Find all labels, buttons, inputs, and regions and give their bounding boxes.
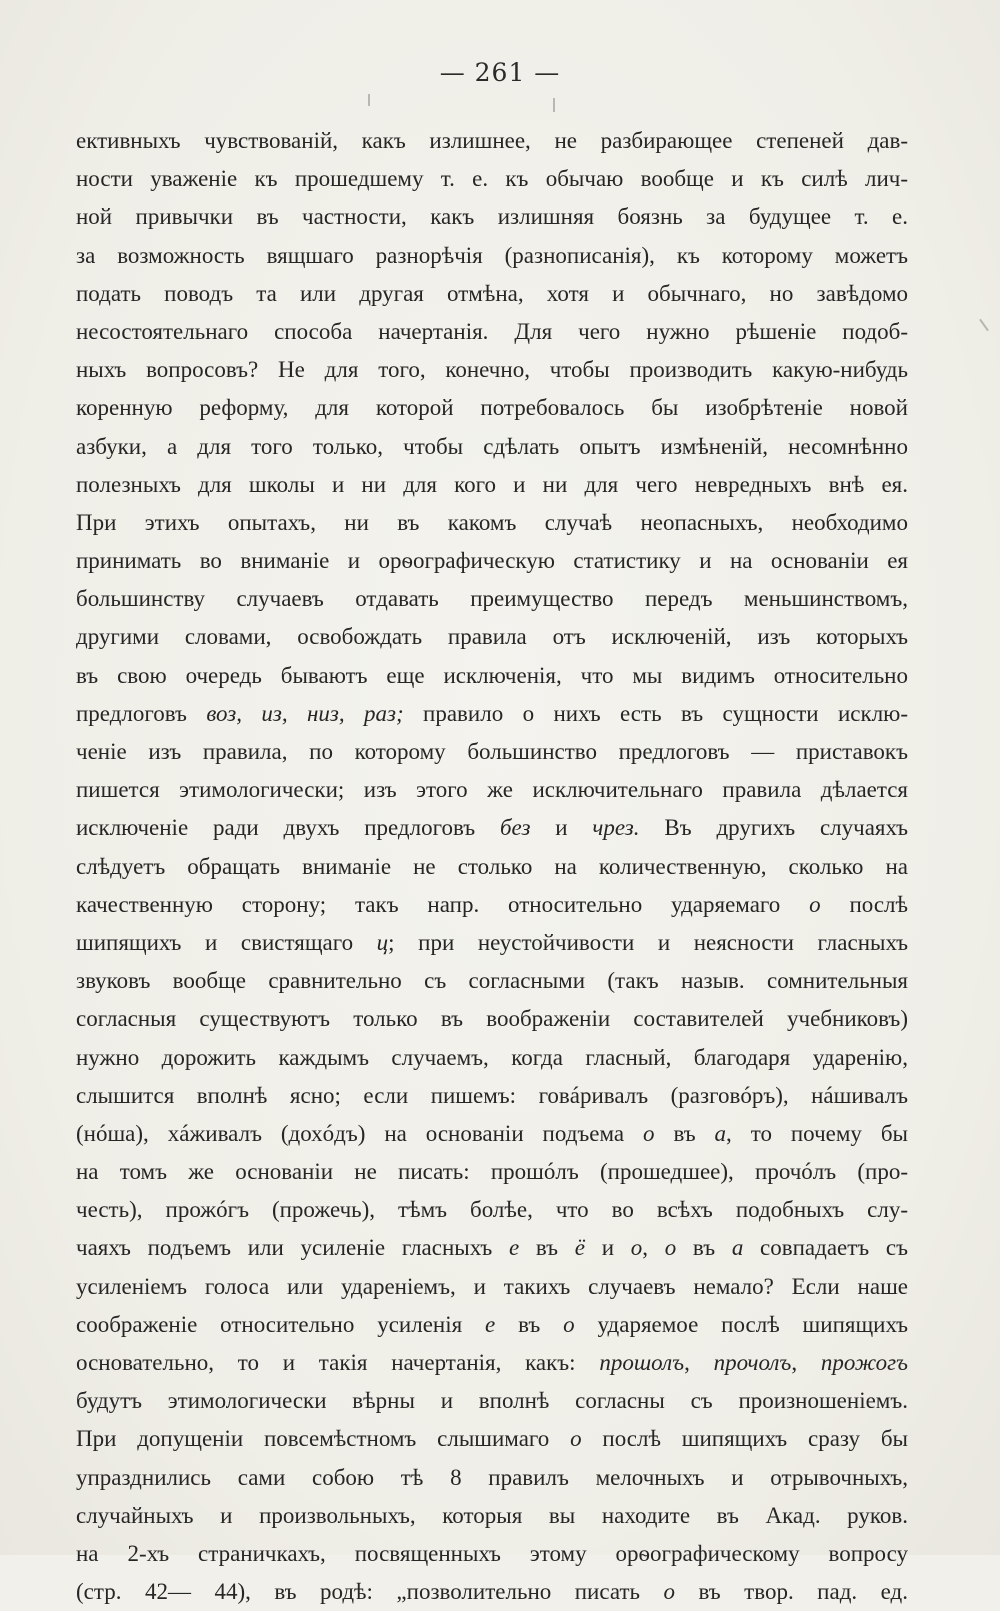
- text-line: исключенiе ради двухъ предлоговъ без и чрез. Въ другихъ случаяхъ: [76, 815, 908, 841]
- text-line: (стр. 42— 44), въ родѣ: „позволительно писать о въ твор. пад. ед.: [76, 1579, 908, 1605]
- text-line: нужно дорожить каждымъ случаемъ, когда гласный, благодаря ударенiю,: [76, 1044, 908, 1070]
- text-line: При этихъ опытахъ, ни въ какомъ случаѣ неопасныхъ, необходимо: [76, 509, 908, 535]
- text-line: ныхъ вопросовъ? Не для того, конечно, чтобы производить какую-нибудь: [76, 357, 908, 383]
- text-line: азбуки, а для того только, чтобы сдѣлать опытъ измѣненiй, несомнѣнно: [76, 433, 908, 459]
- text-line: чаяхъ подъемъ или усиленiе гласныхъ е въ ё и о, о въ а совпадаетъ съ: [76, 1235, 908, 1261]
- text-line: согласныя существуютъ только въ воображенiи составителей учебниковъ): [76, 1006, 908, 1032]
- text-line: полезныхъ для школы и ни для кого и ни для чего невредныхъ внѣ ея.: [76, 471, 908, 497]
- page-number: — 261 —: [439, 58, 561, 87]
- text-line: на 2-хъ страничкахъ, посвященныхъ этому орѳографическому вопросу: [76, 1540, 908, 1566]
- text-line: шипящихъ и свистящаго ц; при неустойчивости и неясности гласныхъ: [76, 929, 908, 955]
- scan-artifact: [553, 98, 555, 112]
- text-line: въ свою очередь бываютъ еще исключенiя, что мы видимъ относительно: [76, 662, 908, 688]
- scan-artifact: [979, 319, 989, 332]
- text-line: несостоятельнаго способа начертанiя. Для чего нужно рѣшенiе подоб-: [76, 318, 908, 344]
- text-line: упразднились сами собою тѣ 8 правилъ мелочныхъ и отрывочныхъ,: [76, 1464, 908, 1490]
- text-line: слѣдуетъ обращать вниманiе не столько на количественную, сколько на: [76, 853, 908, 879]
- text-line: другими словами, освобождать правила отъ исключенiй, изъ которыхъ: [76, 624, 908, 650]
- text-line: честь), прожóгъ (прожечь), тѣмъ болѣе, что во всѣхъ подобныхъ слу-: [76, 1197, 908, 1223]
- text-line: звуковъ вообще сравнительно съ согласными (такъ назыв. сомнительныя: [76, 968, 908, 994]
- text-line: предлоговъ воз, из, низ, раз; правило о нихъ есть въ сущности исклю-: [76, 700, 908, 726]
- text-line: коренную реформу, для которой потребовалось бы изобрѣтенiе новой: [76, 395, 908, 421]
- text-line: слышится вполнѣ ясно; если пишемъ: говáривалъ (разговóръ), нáшивалъ: [76, 1082, 908, 1108]
- text-line: соображенiе относительно усиленiя е въ о ударяемое послѣ шипящихъ: [76, 1311, 908, 1337]
- scan-artifact: [368, 94, 370, 106]
- text-line: При допущенiи повсемѣстномъ слышимаго о послѣ шипящихъ сразу бы: [76, 1426, 908, 1452]
- text-line: качественную сторону; такъ напр. относительно ударяемаго о послѣ: [76, 891, 908, 917]
- text-line: усиленiемъ голоса или ударенiемъ, и такихъ случаевъ немало? Если наше: [76, 1273, 908, 1299]
- text-line: большинству случаевъ отдавать преимущество передъ меньшинствомъ,: [76, 586, 908, 612]
- text-line: ной привычки въ частности, какъ излишняя боязнь за будущее т. е.: [76, 204, 908, 230]
- text-line: случайныхъ и произвольныхъ, которыя вы находите въ Акад. руков.: [76, 1502, 908, 1528]
- text-line: будутъ этимологически вѣрны и вполнѣ согласны съ произношенiемъ.: [76, 1388, 908, 1414]
- body-text: [76, 122, 908, 1611]
- text-line: пишется этимологически; изъ этого же исключительнаго правила дѣлается: [76, 777, 908, 803]
- text-line: ченiе изъ правила, по которому большинство предлоговъ — приставокъ: [76, 739, 908, 764]
- text-line: принимать во вниманiе и орѳографическую статистику и на основанiи ея: [76, 548, 908, 574]
- text-line: ности уваженiе къ прошедшему т. е. къ обычаю вообще и къ силѣ лич-: [76, 166, 908, 192]
- text-line: за возможность вящшаго разнорѣчiя (разнописанiя), къ которому можетъ: [76, 242, 908, 268]
- text-line: (нóша), хáживалъ (дохóдъ) на основанiи подъема о въ а, то почему бы: [76, 1120, 908, 1146]
- text-line: основательно, то и такiя начертанiя, какъ: прошолъ, прочолъ, прожогъ: [76, 1350, 908, 1375]
- text-line: на томъ же основанiи не писать: прошóлъ (прошедшее), прочóлъ (про-: [76, 1159, 908, 1185]
- text-line: подать поводъ та или другая отмѣна, хотя и обычнаго, но завѣдомо: [76, 280, 908, 306]
- text-line: ективныхъ чувствованiй, какъ излишнее, не разбирающее степеней дав-: [76, 128, 908, 153]
